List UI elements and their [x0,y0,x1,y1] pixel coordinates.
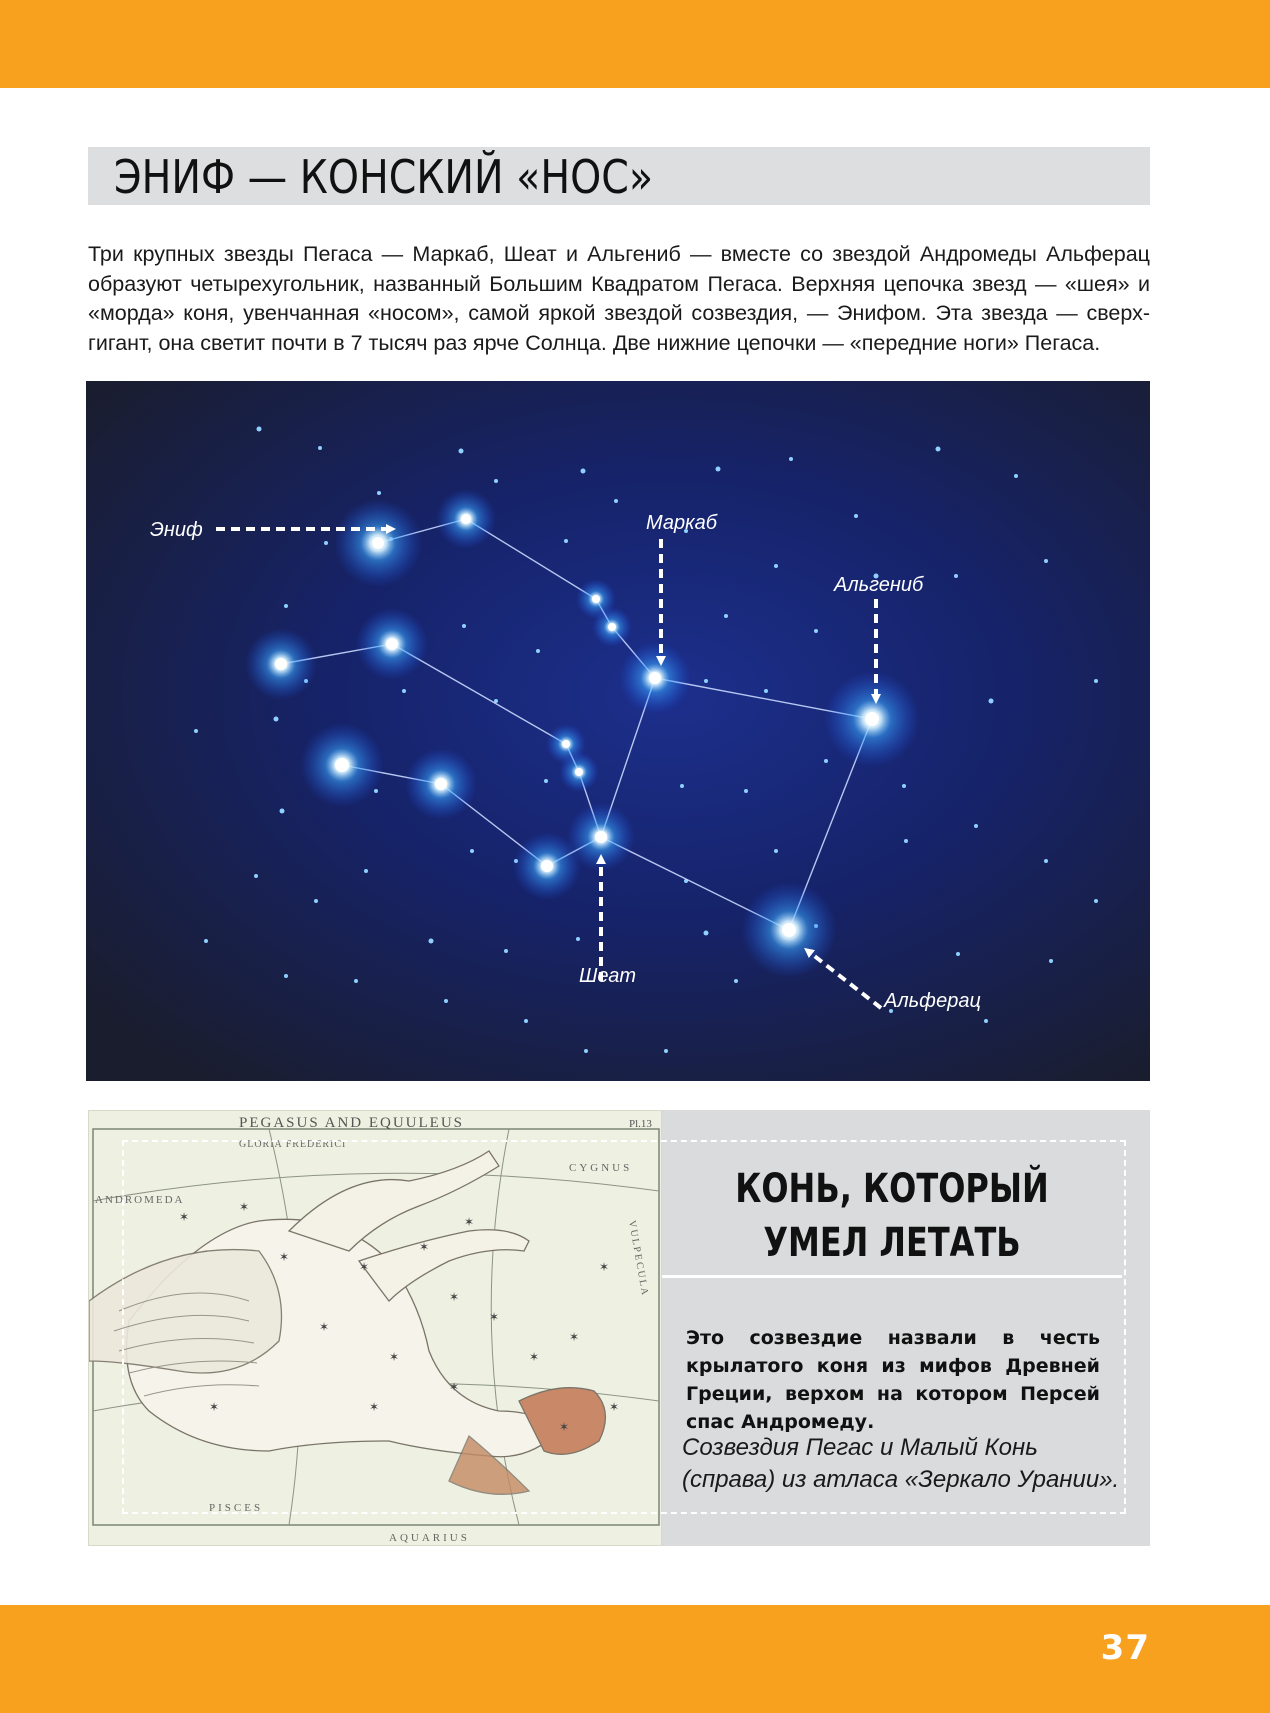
urania-atlas-illustration [88,1110,662,1546]
svg-text:✶: ✶ [179,1210,190,1224]
svg-text:✶: ✶ [389,1350,400,1364]
atlas-plate: Pl.13 [629,1118,652,1130]
svg-text:✶: ✶ [599,1260,610,1274]
svg-text:✶: ✶ [279,1250,290,1264]
atlas-label-pisces: PISCES [209,1502,264,1514]
svg-text:✶: ✶ [319,1320,330,1334]
svg-text:✶: ✶ [419,1240,430,1254]
svg-text:✶: ✶ [369,1400,380,1414]
info-box-body: Это созвездие назвали в честь крылатого коня из мифов Древней Греции, верхом на котором Персей спас Андромеду. [686,1327,1100,1433]
svg-text:✶: ✶ [609,1400,620,1414]
page-number: 37 [1100,1628,1150,1668]
svg-text:✶: ✶ [569,1330,580,1344]
label-algenib: Альгениб [834,574,924,596]
label-scheat: Шеат [579,965,637,987]
label-enif: Эниф [150,519,203,541]
pegasus-star-map [86,381,1150,1081]
atlas-label-andromeda: ANDROMEDA [95,1194,185,1206]
atlas-label-gloria: GLORIA FREDERICI [239,1139,347,1150]
svg-text:✶: ✶ [559,1420,570,1434]
info-box [662,1110,1150,1546]
atlas-label-vulpecula: VULPECULA [626,1219,651,1298]
illustration-caption: Созвездия Пегас и Малый Конь (справа) из атласа «Зеркало Урании». [682,1434,1120,1493]
svg-text:✶: ✶ [489,1310,500,1324]
label-alpheratz: Альферац [884,990,981,1012]
info-box-divider [662,1275,1122,1278]
svg-text:✶: ✶ [359,1260,370,1274]
bottom-band [0,1605,1270,1713]
intro-paragraph: Три крупных звезды Пегаса — Маркаб, Шеат и Альгениб — вместе со звездой Андромеды Альферац образуют четырехугольник, названный Большим Квадратом Пегаса. Верхняя цепочка звезд — «шея» и «морда» коня, увенчанная «носом», самой яркой звездой созвездия, — Энифом. Эта звезда — сверхгигант, она светит почти в 7 тысяч раз ярче Солнца. Две нижние цепочки — «передние ноги» Пегаса. [88,242,1150,355]
top-band [0,0,1270,88]
svg-text:✶: ✶ [449,1380,460,1394]
page-title: ЭНИФ — КОНСКИЙ «НОС» [114,150,654,204]
label-markab: Маркаб [646,512,717,534]
atlas-heading: PEGASUS AND EQUULEUS [239,1115,465,1131]
svg-text:✶: ✶ [464,1215,475,1229]
svg-text:✶: ✶ [449,1290,460,1304]
svg-text:✶: ✶ [529,1350,540,1364]
section-title-bar [88,147,1150,205]
info-box-title: КОНЬ, КОТОРЫЙ УМЕЛ ЛЕТАТЬ [735,1166,1049,1266]
atlas-label-cygnus: CYGNUS [569,1162,633,1174]
atlas-label-aquarius: AQUARIUS [389,1532,470,1544]
svg-text:✶: ✶ [239,1200,250,1214]
svg-text:✶: ✶ [209,1400,220,1414]
